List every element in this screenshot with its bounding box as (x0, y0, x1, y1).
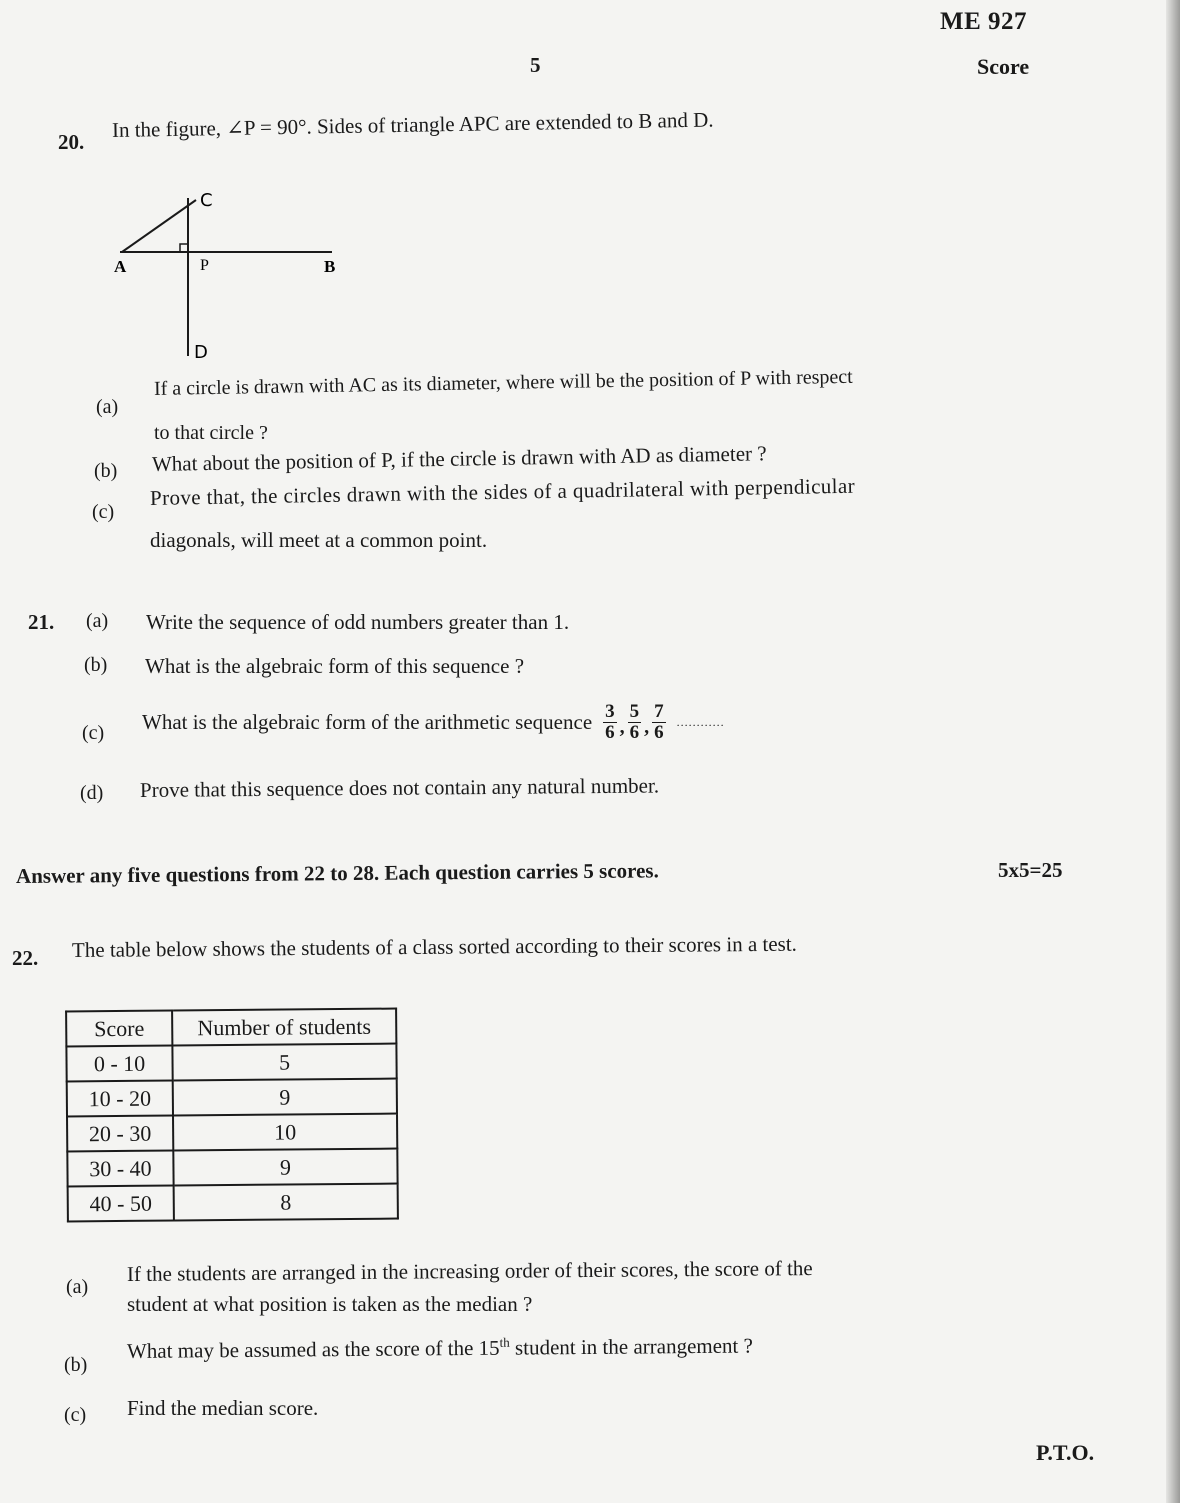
q20b-label: (b) (94, 460, 118, 482)
fraction-2: $\frac{5}{6}$ (629, 701, 640, 743)
table-row: 10 - 20 9 (67, 1079, 397, 1117)
q21a-text: Write the sequence of odd numbers greater than 1. (146, 610, 570, 634)
score-table (65, 1008, 399, 1223)
q22c-text: Find the median score. (127, 1396, 319, 1420)
q20c-label: (c) (92, 501, 115, 523)
q22-number: 22. (12, 946, 39, 970)
page-edge-shadow (1166, 0, 1180, 1503)
q22a-label: (a) (66, 1276, 89, 1298)
table-row: 0 - 10 5 (66, 1044, 396, 1082)
sequence-dots: ............ (676, 714, 725, 729)
table-row: 40 - 50 8 (68, 1184, 398, 1222)
exam-code: ME 927 (940, 8, 1028, 35)
fraction-sequence: $\frac{3}{6}$ , $\frac{5}{6}$ , $\frac{7}{6}$ ............ (605, 701, 725, 743)
fraction-3: $\frac{7}{6}$ (654, 701, 664, 743)
q20a-text-line1: If a circle is drawn with AC as its diameter, where will be the position of P with respect (153, 365, 853, 400)
right-angle-mark (180, 244, 188, 252)
q21b-text: What is the algebraic form of this sequence ? (145, 654, 525, 678)
q20b-text: What about the position of P, if the circle is drawn with AD as diameter ? (151, 441, 767, 476)
figure-label-p: P (200, 257, 209, 274)
q20-text: In the figure, ∠P = 90°. Sides of triangle APC are extended to B and D. (111, 107, 714, 142)
q22b-label: (b) (64, 1354, 88, 1376)
q20-figure (100, 180, 360, 370)
pto-label: P.T.O. (1036, 1440, 1095, 1465)
q22a-text-line2: student at what position is taken as the median ? (127, 1292, 533, 1316)
section-marks: 5x5=25 (998, 858, 1063, 882)
q20-number: 20. (58, 130, 85, 154)
q21c-label: (c) (82, 722, 105, 744)
q21c-line (142, 702, 725, 743)
header-score: Score (66, 1011, 172, 1047)
q20c-text-line2: diagonals, will meet at a common point. (150, 528, 488, 552)
q22c-label: (c) (64, 1404, 87, 1426)
q21b-label: (b) (84, 654, 108, 676)
q21a-label: (a) (86, 610, 109, 632)
fraction-1: $\frac{3}{6}$ (605, 701, 615, 743)
q22-text: The table below shows the students of a class sorted according to their scores in a test. (71, 931, 797, 962)
figure-label-c: C (200, 190, 213, 211)
q21-number: 21. (28, 610, 55, 634)
q21c-text: What is the algebraic form of the arithmetic sequence (142, 709, 593, 734)
header-students: Number of students (172, 1009, 396, 1046)
q22a-text-line1: If the students are arranged in the increasing order of their scores, the score of the (126, 1256, 813, 1286)
q20a-label: (a) (96, 396, 119, 418)
q20c-text-line1: Prove that, the circles drawn with the sides of a quadrilateral with perpendicular (149, 473, 856, 510)
table-row: 20 - 30 10 (67, 1114, 397, 1152)
table-row: 30 - 40 9 (67, 1149, 397, 1187)
figure-label-b: B (324, 257, 336, 276)
figure-label-d: D (194, 342, 208, 363)
section-instruction: Answer any five questions from 22 to 28. Each question carries 5 scores. (15, 858, 659, 888)
table-header-row (66, 1009, 396, 1047)
q22b-text: What may be assumed as the score of the 15th student in the arrangement ? (126, 1333, 754, 1363)
q21d-text: Prove that this sequence does not contain any natural number. (139, 773, 660, 802)
q20a-text-line2: to that circle ? (154, 422, 268, 444)
figure-label-a: A (114, 257, 127, 276)
q21d-label: (d) (80, 782, 104, 804)
page-number: 5 (530, 53, 541, 77)
score-column-label: Score (977, 54, 1030, 79)
